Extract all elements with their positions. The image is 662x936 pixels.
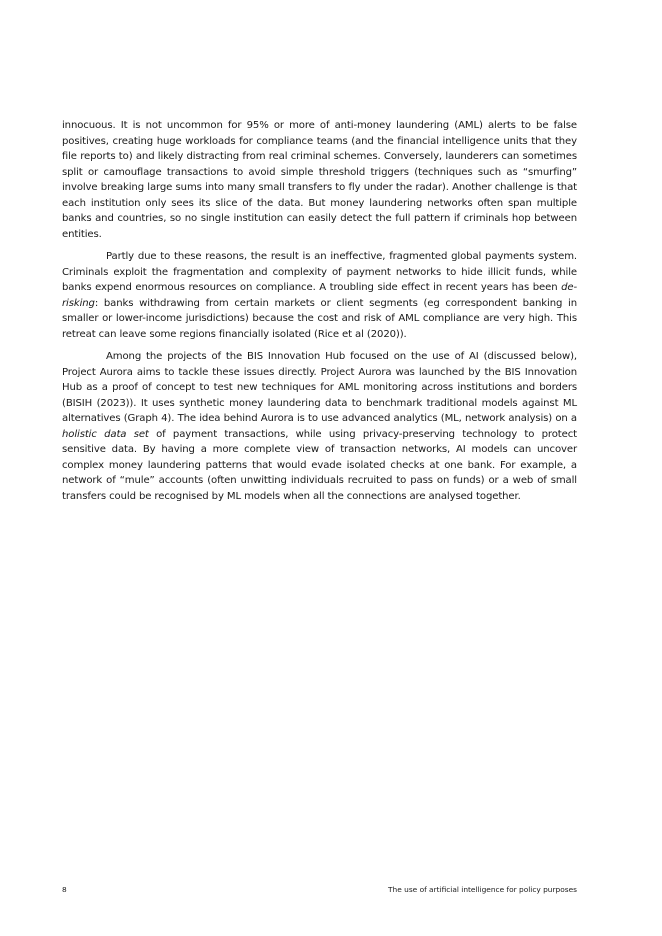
paragraph-project-aurora bbox=[62, 349, 577, 504]
page-number: 8 bbox=[62, 885, 67, 894]
emphasis-term: holistic data set bbox=[62, 428, 149, 440]
emphasis-term: de-risking bbox=[62, 282, 577, 309]
paragraph-text: of payment transactions, while using privacy-preserving technology to protect sensitive data. By having a more complete view of transaction networks, AI models can uncover complex money laundering patterns that would evade isolated checks at one bank. For example, a network of “mule” accounts (often unwitting individuals recruited to pass on funds) or a web of small transfers could be recognised by ML models when all the connections are analysed together. bbox=[62, 428, 577, 502]
paragraph-text: Partly due to these reasons, the result is an ineffective, fragmented global payments system. Criminals exploit the fragmentation and complexity of payment networks to hide illicit funds, while banks expend enormous resources on compliance. A troubling side effect in recent years has been bbox=[62, 251, 577, 293]
body-text bbox=[62, 118, 577, 511]
paragraph-text: Among the projects of the BIS Innovation Hub focused on the use of AI (discussed below), Project Aurora aims to tackle these issues directly. Project Aurora was launched by the BIS Innovation Hub as a proof of concept to test new techniques for AML monitoring across institutions and borders (BISIH (2023)). It uses synthetic money laundering data to benchmark traditional models against ML alternatives (Graph 4). The idea behind Aurora is to use advanced analytics (ML, network analysis) on a bbox=[62, 351, 577, 424]
page-footer bbox=[62, 883, 577, 897]
running-title: The use of artificial intelligence for policy purposes bbox=[388, 885, 577, 894]
paragraph-continuation bbox=[62, 118, 577, 242]
paragraph-de-risking bbox=[62, 249, 577, 342]
paragraph-text: innocuous. It is not uncommon for 95% or more of anti-money laundering (AML) alerts to be false positives, creating huge workloads for compliance teams (and the financial intelligence units that they file reports to) and likely distracting from real criminal schemes. Conversely, launderers can sometimes split or camouflage transactions to avoid simple threshold triggers (techniques such as “smurfing” involve breaking large sums into many small transfers to fly under the radar). Another challenge is that each institution only sees its slice of the data. But money laundering networks often span multiple banks and countries, so no single institution can easily detect the full pattern if criminals hop between entities. bbox=[62, 120, 577, 240]
paragraph-text: : banks withdrawing from certain markets or client segments (eg correspondent banking in smaller or lower-income jurisdictions) because the cost and risk of AML compliance are very high. This retreat can leave some regions financially isolated (Rice et al (2020)). bbox=[62, 297, 577, 340]
